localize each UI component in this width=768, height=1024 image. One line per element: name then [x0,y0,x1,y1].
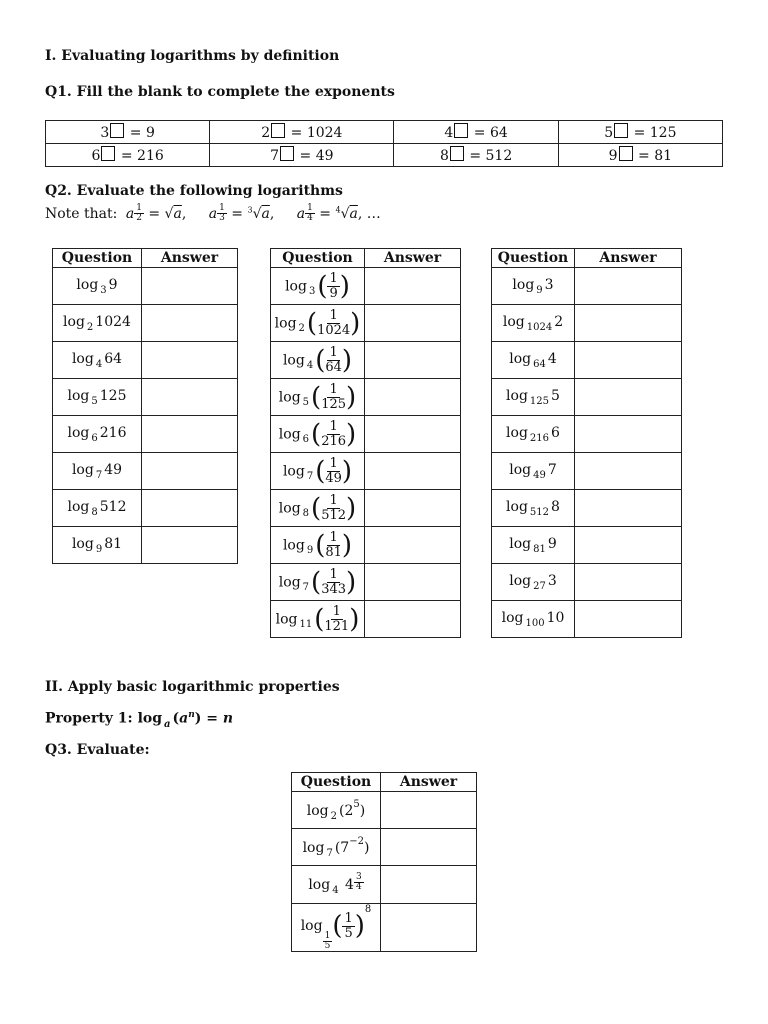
question-cell: log $_9$ 81 [53,527,142,564]
q1-base: 2 [261,125,271,141]
q1-rhs: = 81 [638,148,673,164]
question-cell: log $_3$ 9 [53,268,142,305]
answer-cell[interactable] [381,904,477,952]
table-row [53,416,238,453]
answer-cell[interactable] [142,416,238,453]
table-row [271,379,461,416]
q1-base: 4 [444,125,454,141]
question-cell: log $_{49}$ 7 [492,453,575,490]
log-base: 6 [302,434,310,445]
log-base: 9 [536,284,543,296]
fraction: $\frac{1}{121}$ [324,603,350,634]
log-base: 3 [308,286,316,297]
log-base: 7 [95,469,103,481]
answer-cell[interactable] [365,379,461,416]
question-cell: log $_{1024}$ 2 [492,305,575,342]
log-base: 64 [533,358,546,370]
answer-cell[interactable] [142,490,238,527]
table-row [53,379,238,416]
q1-table [45,120,723,167]
question-cell: log $_7$( $\frac{1}{49}$ ) [271,453,365,490]
log-base: 4 [95,358,103,370]
answer-cell[interactable] [365,601,461,638]
q1-base: 6 [91,148,101,164]
log-base: 27 [533,580,546,592]
table-row [492,601,682,638]
table-row [292,866,477,904]
table-row [271,305,461,342]
question-cell: log $_2$ 1024 [53,305,142,342]
log-argument: 512 [99,498,127,515]
log-base: 7 [306,471,314,482]
q1-rhs: = 216 [120,148,164,164]
section-1-heading: I. Evaluating logarithms by definition [45,48,340,64]
q1-rhs: = 125 [633,125,677,141]
answer-cell[interactable] [365,342,461,379]
table-row [492,416,682,453]
table-row [271,564,461,601]
col-answer: Answer [381,773,477,792]
table-row [271,416,461,453]
log-base: 216 [529,432,550,444]
log-base: 3 [100,284,107,296]
fraction: $\frac{1}{9}$ [329,270,338,301]
answer-cell[interactable] [381,792,477,829]
answer-cell[interactable] [365,564,461,601]
table-row [292,792,477,829]
answer-cell[interactable] [575,305,682,342]
log-argument: 81 [104,535,123,552]
note-prefix: Note that: [45,206,118,222]
answer-cell[interactable] [142,527,238,564]
log-argument: 64 [104,350,123,367]
table-row [492,379,682,416]
table-row [271,268,461,305]
log-argument: 5 [551,387,560,404]
answer-cell[interactable] [365,305,461,342]
question-cell: log $_{81}$ 9 [492,527,575,564]
log-base: 9 [306,545,314,556]
log-argument: 6 [551,424,560,441]
log-base: 125 [529,395,550,407]
q1-cell [210,144,394,167]
exponent-blank-box[interactable] [101,146,115,161]
col-question: Question [271,249,365,268]
q1-cell [210,121,394,144]
log-base: 1024 [526,321,553,333]
fraction: $\frac{1}{216}$ [321,418,347,449]
question-cell: log $_3$( $\frac{1}{9}$ ) [271,268,365,305]
table-row [292,829,477,866]
answer-cell[interactable] [575,342,682,379]
q1-base: 8 [439,148,449,164]
log-base: 49 [533,469,546,481]
exponent-blank-box[interactable] [619,146,633,161]
q1-rhs: = 1024 [290,125,343,141]
question-cell: log $\frac{1}{5}$ ( $\frac{1}{5}$ )$^8$ [292,904,381,952]
q1-rhs: = 49 [299,148,334,164]
log-argument: 125 [99,387,127,404]
log-argument: 1024 [95,313,131,330]
log-base: 11 [299,619,313,630]
question-cell: log $_2$ $(2^5)$ [292,792,381,829]
answer-cell[interactable] [381,866,477,904]
log-argument: 3 [547,572,557,589]
col-answer: Answer [365,249,461,268]
question-cell: log $_{125}$ 5 [492,379,575,416]
log-argument: 3 [544,276,554,293]
question-cell: log $_5$( $\frac{1}{125}$ ) [271,379,365,416]
table-row [53,305,238,342]
question-cell: log $_7$ 49 [53,453,142,490]
table-row [53,342,238,379]
question-cell: log $_{216}$ 6 [492,416,575,453]
answer-cell[interactable] [575,416,682,453]
table-row [271,601,461,638]
table-row [53,527,238,564]
q1-cell [558,121,722,144]
table-row [492,527,682,564]
question-cell: log $_5$ 125 [53,379,142,416]
table-row [492,305,682,342]
q1-heading: Q1. Fill the blank to complete the exponents [45,84,395,100]
property-1: Property 1: log $_a$ $(a^n) = n$ [45,710,234,730]
table-row [271,453,461,490]
col-question: Question [53,249,142,268]
log-base: 100 [525,617,545,629]
log-argument: 49 [104,461,123,478]
col-answer: Answer [575,249,682,268]
exponent-blank-box[interactable] [271,123,285,138]
table-row [53,268,238,305]
answer-cell[interactable] [381,829,477,866]
answer-cell[interactable] [365,453,461,490]
q1-cell [46,144,210,167]
question-cell: log $_6$ 216 [53,416,142,453]
question-cell: log $_4$ 64 [53,342,142,379]
exponent-blank-box[interactable] [110,123,124,138]
answer-cell[interactable] [365,527,461,564]
exponent-blank-box[interactable] [280,146,294,161]
q1-rhs: = 9 [129,125,155,141]
q1-cell [46,121,210,144]
table-row [492,342,682,379]
q1-cell [394,144,558,167]
question-cell: log $_{512}$ 8 [492,490,575,527]
answer-cell[interactable] [142,453,238,490]
answer-cell[interactable] [142,379,238,416]
answer-cell[interactable] [142,342,238,379]
question-cell: log $_8$ 512 [53,490,142,527]
answer-cell[interactable] [365,490,461,527]
log-base: 7 [302,582,310,593]
log-argument: 10 [546,609,565,626]
question-cell: log $_7$( $\frac{1}{343}$ ) [271,564,365,601]
q1-cell [394,121,558,144]
q1-base: 7 [270,148,280,164]
col-answer: Answer [142,249,238,268]
answer-cell[interactable] [575,601,682,638]
q3-table [291,772,477,952]
log-argument: 9 [547,535,557,552]
q1-row [46,121,723,144]
answer-cell[interactable] [142,305,238,342]
log-base: 2 [298,323,305,334]
log-base: 2 [86,321,94,333]
fraction: $\frac{1}{49}$ [325,455,342,486]
exponent-blank-box[interactable] [614,123,628,138]
q1-base: 9 [608,148,618,164]
log-base: 9 [95,543,103,555]
q1-base: 5 [604,125,614,141]
question-cell: log $_{64}$ 4 [492,342,575,379]
fraction: $\frac{1}{125}$ [321,381,347,412]
col-question: Question [292,773,381,792]
log-base: 512 [529,506,550,518]
log-base: 8 [91,506,98,518]
fraction: $\frac{1}{64}$ [325,344,342,375]
log-argument: 9 [108,276,118,293]
log-base: 5 [302,397,310,408]
answer-cell[interactable] [142,268,238,305]
q2-heading: Q2. Evaluate the following logarithms [45,183,343,199]
table-row [53,490,238,527]
question-cell: log $_{27}$ 3 [492,564,575,601]
exponent-blank-box[interactable] [454,123,468,138]
table-row [492,268,682,305]
q3-heading: Q3. Evaluate: [45,742,150,758]
log-argument: 8 [551,498,560,515]
answer-cell[interactable] [575,527,682,564]
question-cell: log $_7$ $(7^{-2})$ [292,829,381,866]
table-row [271,527,461,564]
answer-cell[interactable] [365,416,461,453]
table-row [271,342,461,379]
log-base: 5 [91,395,98,407]
answer-cell[interactable] [575,379,682,416]
question-cell: log $_9$ 3 [492,268,575,305]
note-line: Note that: a $\frac{1}{2}$ = √a, a $\frac{1}{3}$ = $^3$√a, a $\frac{1}{4}$ = $^4$√a, … [45,203,381,223]
log-argument: 216 [99,424,127,441]
log-base: 6 [91,432,98,444]
fraction: $\frac{1}{81}$ [325,529,342,560]
log-argument: 7 [547,461,557,478]
q1-rhs: = 512 [469,148,513,164]
log-argument: 4 [547,350,557,367]
q1-base: 3 [100,125,110,141]
table-row [492,490,682,527]
fraction: $\frac{1}{343}$ [321,566,347,597]
answer-cell[interactable] [365,268,461,305]
question-cell: log $_4$( $\frac{1}{64}$ ) [271,342,365,379]
log-base: 4 [306,360,314,371]
answer-cell[interactable] [575,268,682,305]
exponent-blank-box[interactable] [450,146,464,161]
answer-cell[interactable] [575,453,682,490]
table-row [492,564,682,601]
table-row [292,904,477,952]
table-row [492,453,682,490]
answer-cell[interactable] [575,564,682,601]
q1-row [46,144,723,167]
question-cell: log $_9$( $\frac{1}{81}$ ) [271,527,365,564]
question-cell: log $_{100}$ 10 [492,601,575,638]
question-cell: log $_4$ 4 $\frac{3}{4}$ [292,866,381,904]
log-base: 81 [533,543,546,555]
q2-table-a [52,248,238,564]
question-cell: log $_2$( $\frac{1}{1024}$ ) [271,305,365,342]
table-row [271,490,461,527]
question-cell: log $_6$( $\frac{1}{216}$ ) [271,416,365,453]
question-cell: log $_8$( $\frac{1}{512}$ ) [271,490,365,527]
q2-table-b [270,248,461,638]
log-base: 8 [302,508,310,519]
q1-rhs: = 64 [473,125,508,141]
fraction: $\frac{1}{512}$ [321,492,347,523]
answer-cell[interactable] [575,490,682,527]
q2-table-c [491,248,682,638]
question-cell: log $_{11}$( $\frac{1}{121}$ ) [271,601,365,638]
section-2-heading: II. Apply basic logarithmic properties [45,679,340,695]
q1-cell [558,144,722,167]
col-question: Question [492,249,575,268]
log-argument: 2 [554,313,564,330]
table-row [53,453,238,490]
fraction: $\frac{1}{1024}$ [317,307,351,338]
